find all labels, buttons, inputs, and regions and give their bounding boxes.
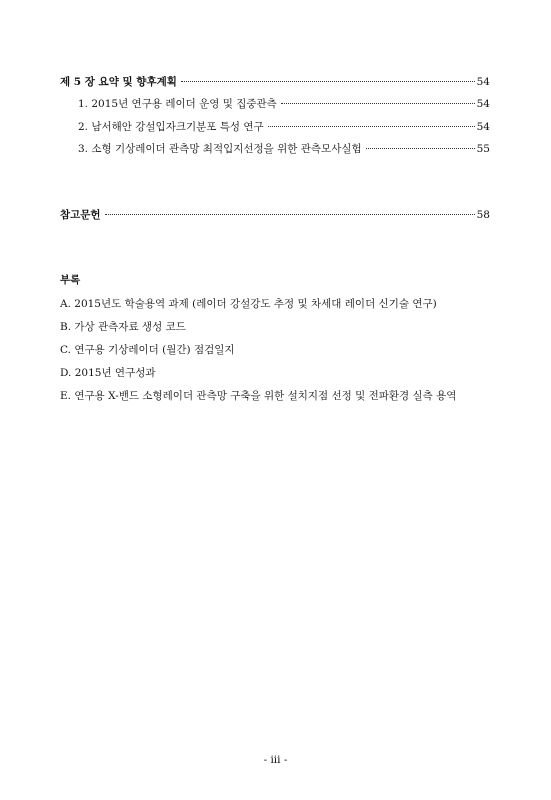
appendix-item-c[interactable]: C. 연구용 기상레이더 (월간) 점검일지	[60, 344, 235, 356]
toc-section-3-label: 3. 소형 기상레이더 관측망 최적입지선정을 위한 관측모사실험	[78, 143, 362, 155]
page-number: - iii -	[263, 754, 288, 766]
toc-references[interactable]	[60, 208, 490, 222]
toc-chapter-5-label: 제 5 장 요약 및 향후계획	[60, 76, 177, 88]
toc-dot-leader	[281, 102, 475, 104]
appendix-item-a[interactable]: A. 2015년도 학술용역 과제 (레이더 강설강도 추정 및 차세대 레이더 신기술 연구)	[60, 298, 437, 310]
toc-chapter-5[interactable]	[60, 75, 490, 89]
toc-section-1[interactable]	[78, 97, 490, 111]
toc-dot-leader	[268, 125, 475, 127]
toc-dot-leader	[366, 147, 475, 149]
toc-section-1-page: 54	[476, 98, 490, 110]
toc-section-2-label: 2. 남서해안 강설입자크기분포 특성 연구	[78, 121, 264, 133]
toc-chapter-5-page: 54	[476, 76, 490, 88]
appendix-item-e[interactable]: E. 연구용 X-밴드 소형레이더 관측망 구축을 위한 설치지점 선정 및 전파환경 실측 용역	[60, 390, 457, 402]
toc-dot-leader	[105, 213, 475, 215]
appendix-item-b[interactable]: B. 가상 관측자료 생성 코드	[60, 321, 186, 333]
toc-dot-leader	[181, 80, 475, 82]
toc-references-page: 58	[476, 209, 490, 221]
toc-section-3[interactable]	[78, 142, 490, 156]
toc-section-2[interactable]	[78, 120, 490, 134]
toc-references-label: 참고문헌	[60, 209, 101, 221]
toc-section-3-page: 55	[476, 143, 490, 155]
appendix-item-d[interactable]: D. 2015년 연구성과	[60, 367, 156, 379]
toc-section-1-label: 1. 2015년 연구용 레이더 운영 및 집중관측	[78, 98, 277, 110]
toc-section-2-page: 54	[476, 121, 490, 133]
appendix-heading: 부록	[60, 274, 81, 286]
